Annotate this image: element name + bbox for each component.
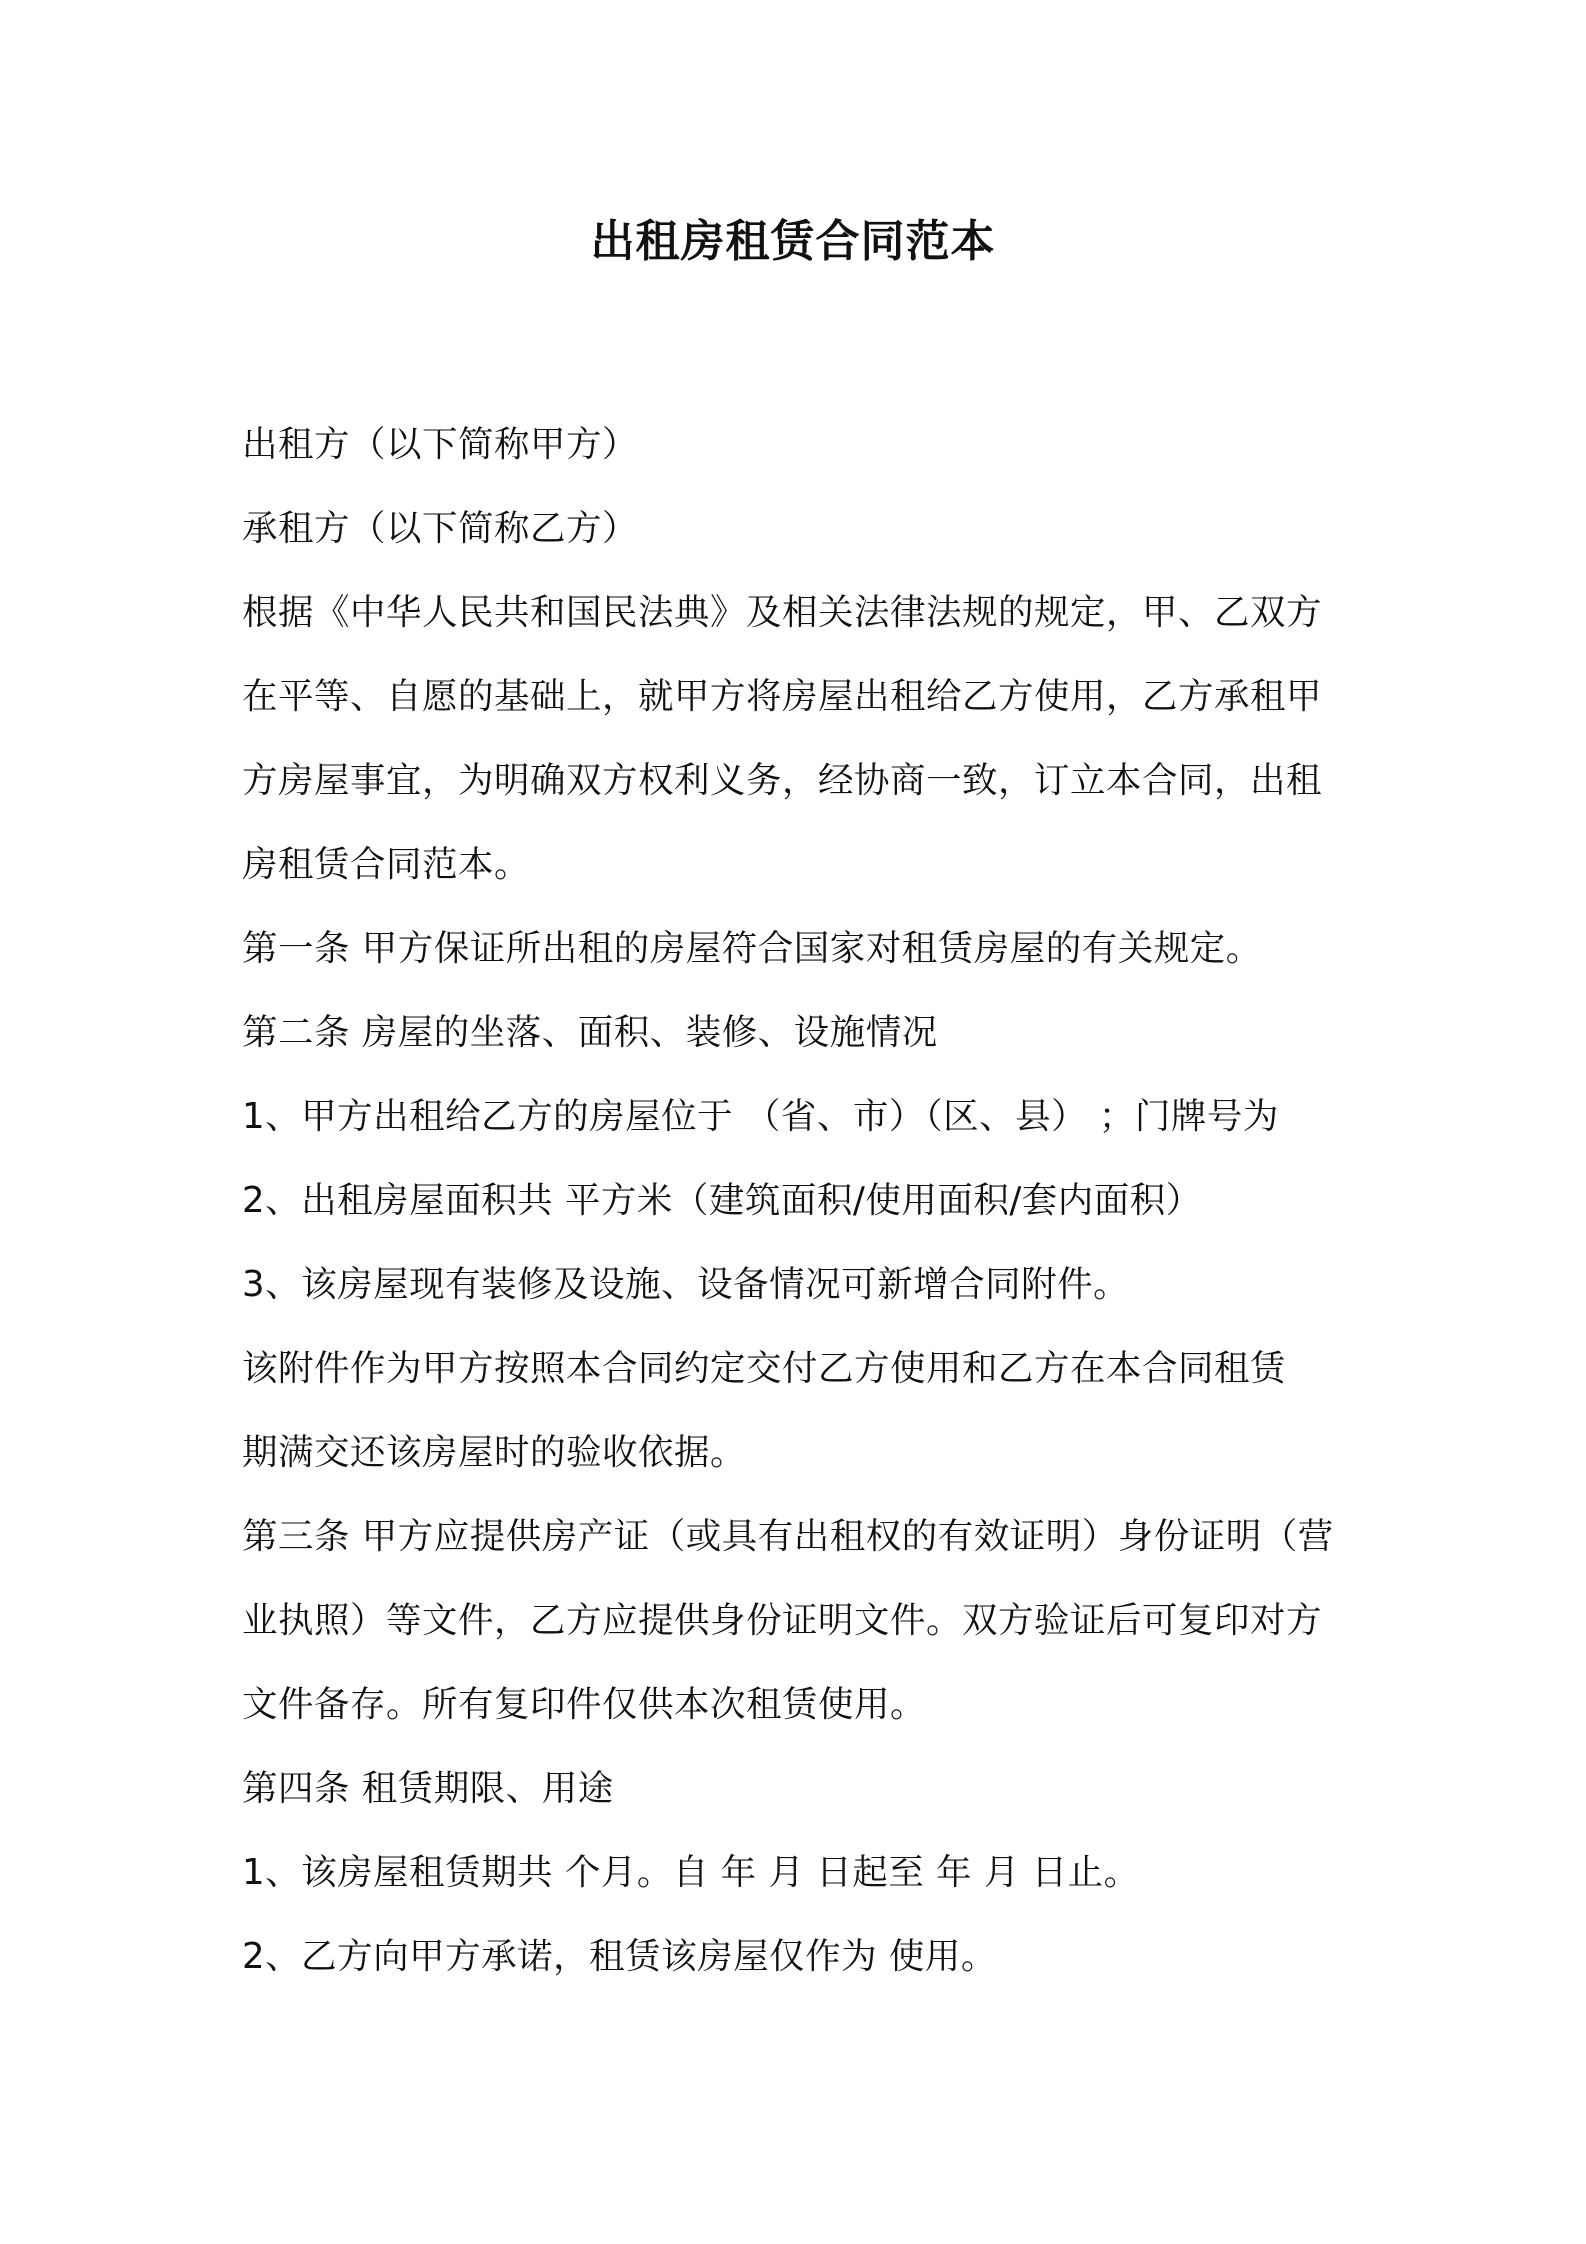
article-3-line-3: 文件备存。所有复印件仅供本次租赁使用。 [242, 1684, 927, 1725]
attachment-note-line-1: 该附件作为甲方按照本合同约定交付乙方使用和乙方在本合同租赁 [242, 1348, 1287, 1389]
party-a-line: 出租方（以下简称甲方） [242, 424, 639, 465]
document-title: 出租房租赁合同范本 [590, 216, 996, 267]
preamble-line-3: 方房屋事宜，为明确双方权利义务，经协商一致，订立本合同，出租 [242, 760, 1323, 801]
party-b-line: 承租方（以下简称乙方） [242, 508, 639, 549]
article-3-line-2: 业执照）等文件，乙方应提供身份证明文件。双方验证后可复印对方 [242, 1600, 1323, 1641]
attachment-note-line-2: 期满交还该房屋时的验收依据。 [242, 1432, 747, 1473]
article-2-item-1: 1、甲方出租给乙方的房屋位于 （省、市）（区、县） ；门牌号为 [242, 1096, 1279, 1137]
document-body [242, 403, 1362, 1999]
article-3-line-1: 第三条 甲方应提供房产证（或具有出租权的有效证明）身份证明（营 [242, 1516, 1334, 1557]
article-4-item-1: 1、该房屋租赁期共 个月。自 年 月 日起至 年 月 日止。 [242, 1852, 1140, 1893]
article-2-heading: 第二条 房屋的坐落、面积、装修、设施情况 [242, 1012, 938, 1053]
article-2-item-2: 2、出租房屋面积共 平方米（建筑面积/使用面积/套内面积） [242, 1180, 1202, 1221]
article-4-item-2: 2、乙方向甲方承诺，租赁该房屋仅作为 使用。 [242, 1936, 997, 1977]
article-4-heading: 第四条 租赁期限、用途 [242, 1768, 614, 1809]
preamble-line-2: 在平等、自愿的基础上，就甲方将房屋出租给乙方使用，乙方承租甲 [242, 676, 1323, 717]
article-2-item-3: 3、该房屋现有装修及设施、设备情况可新增合同附件。 [242, 1264, 1130, 1305]
article-1-line: 第一条 甲方保证所出租的房屋符合国家对租赁房屋的有关规定。 [242, 928, 1262, 969]
preamble-line-4: 房租赁合同范本。 [242, 844, 531, 885]
preamble-line-1: 根据《中华人民共和国民法典》及相关法律法规的规定，甲、乙双方 [242, 592, 1323, 633]
